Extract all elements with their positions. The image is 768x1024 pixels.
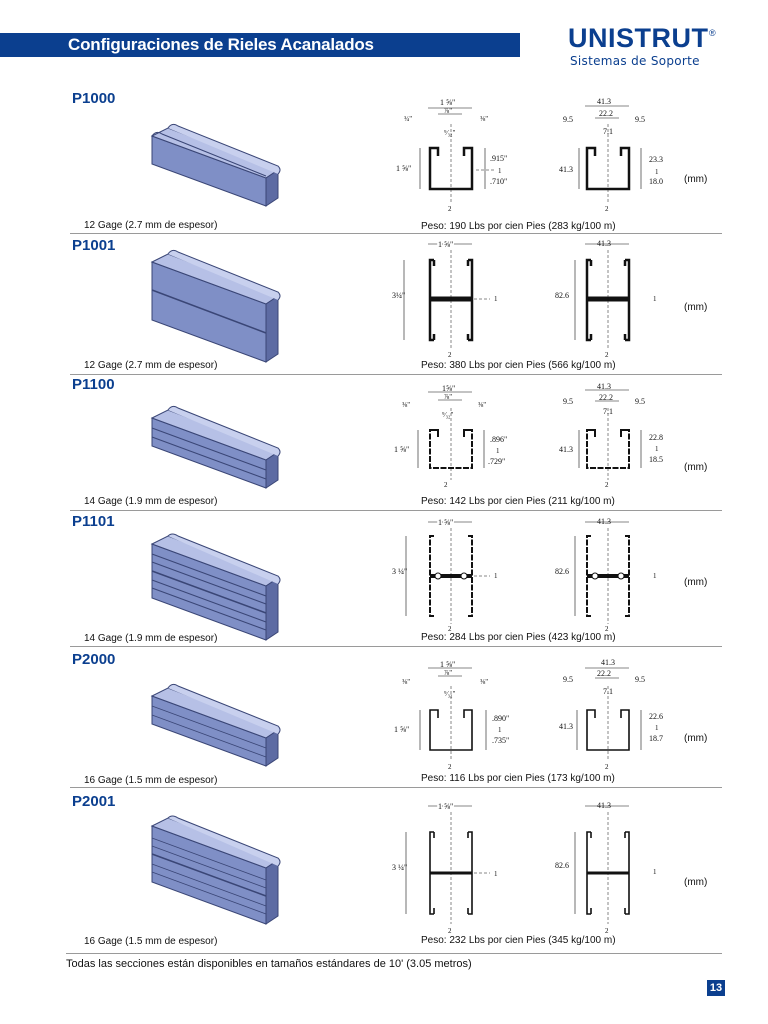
dim-width: 41.3 [597,517,611,526]
dim-width: 1 ⅝" [440,660,456,669]
page-number: 13 [707,980,725,996]
gage-label: 12 Gage (2.7 mm de espesor) [84,360,218,371]
dim-height: 82.6 [555,861,569,870]
dim-one: 1 [655,724,659,732]
dim-opening: 22.2 [599,393,613,402]
dim-width: 41.3 [601,658,615,667]
weight-label: Peso: 190 Lbs por cien Pies (283 kg/100 m) [421,221,616,232]
dim-opening: ⅞" [444,107,453,115]
model-name: P1000 [72,90,116,107]
dim-bottom: 18.5 [649,455,663,464]
dim-height: 3 ¼" [392,863,408,872]
dim-left: ⅜" [402,401,411,409]
unit-label: (mm) [684,462,708,473]
dim-height: 3¼" [392,291,406,300]
dim-width: 41.3 [597,801,611,810]
gage-label: 14 Gage (1.9 mm de espesor) [84,496,218,507]
dim-one: 1 [498,726,502,734]
model-name: P1001 [72,237,116,254]
imperial-dimension-drawing [390,654,520,774]
unit-label: (mm) [684,302,708,313]
section-divider [70,646,722,647]
dim-height: 41.3 [559,165,573,174]
metric-dimension-drawing [555,380,675,492]
registered-mark: ® [709,28,716,38]
channel-illustration [146,816,286,928]
dim-one: 1 [494,295,498,303]
dim-lip: ⁹⁄₃₂" [444,690,456,698]
dim-top: .896" [490,435,508,444]
channel-illustration [146,404,286,490]
dim-width: 41.3 [597,239,611,248]
model-name: P1100 [72,376,115,393]
footer-note: Todas las secciones están disponibles en tamaños estándares de 10' (3.05 metros) [66,958,472,970]
dim-right: ⅜" [480,678,489,686]
section-divider [70,374,722,375]
dim-one: 1 [655,445,659,453]
channel-illustration [146,682,286,768]
dim-top: .915" [490,154,508,163]
dim-axis: 2 [448,763,452,771]
dim-right: ⅜" [480,115,489,123]
metric-dimension-drawing [555,236,675,362]
dim-right: 9.5 [635,115,645,124]
dim-one: 1 [653,572,657,580]
dim-axis: 2 [605,481,609,489]
footer-divider [66,953,722,954]
unit-label: (mm) [684,577,708,588]
dim-left: ⅜" [402,678,411,686]
dim-left: 9.5 [563,397,573,406]
dim-right: ⅜" [478,401,487,409]
gage-label: 12 Gage (2.7 mm de espesor) [84,220,218,231]
dim-top: 22.8 [649,433,663,442]
dim-one: 1 [653,295,657,303]
dim-width: 1 ⅝" [438,518,454,527]
dim-one: 1 [498,167,502,175]
dim-axis: 2 [605,763,609,771]
dim-height: 1 ⅝" [396,164,412,173]
dim-width: 1 ⅝" [440,98,456,107]
dim-opening: ⅞" [444,669,453,677]
unit-label: (mm) [684,733,708,744]
dim-opening: 22.2 [599,109,613,118]
metric-dimension-drawing [555,514,675,634]
dim-height: 3 ¼" [392,567,408,576]
dim-right: 9.5 [635,675,645,684]
dim-left: 9.5 [563,115,573,124]
dim-lip: ⁹⁄₃₂" [444,129,456,137]
channel-illustration [146,534,286,644]
dim-left: 9.5 [563,675,573,684]
dim-top: 22.6 [649,712,663,721]
dim-axis: 2 [448,205,452,213]
dim-bottom: .729" [488,457,506,466]
dim-one: 1 [655,168,659,176]
dim-height: 82.6 [555,567,569,576]
model-name: P2000 [72,651,116,668]
weight-label: Peso: 116 Lbs por cien Pies (173 kg/100 m) [421,773,615,784]
dim-width: 1 ⅝" [438,802,454,811]
dim-axis: 2 [605,205,609,213]
dim-axis: 2 [605,625,609,633]
dim-width: 41.3 [597,382,611,391]
dim-bottom: 18.0 [649,177,663,186]
dim-axis: 2 [448,927,452,935]
imperial-dimension-drawing [390,380,520,492]
model-name: P2001 [72,793,116,810]
dim-bottom: .710" [490,177,508,186]
brand-subtitle: Sistemas de Soporte [570,54,700,68]
metric-dimension-drawing [555,654,675,774]
dim-one: 1 [494,870,498,878]
dim-height: 82.6 [555,291,569,300]
metric-dimension-drawing [555,94,675,216]
dim-bottom: .735" [492,736,510,745]
dim-one: 1 [496,447,500,455]
imperial-dimension-drawing [390,798,520,935]
imperial-dimension-drawing [390,236,520,362]
dim-width: 41.3 [597,97,611,106]
section-divider [70,787,722,788]
channel-illustration [146,122,286,208]
weight-label: Peso: 232 Lbs por cien Pies (345 kg/100 m) [421,935,616,946]
unit-label: (mm) [684,174,708,185]
section-divider [70,233,722,234]
dim-top: 23.3 [649,155,663,164]
dim-height: 1 ⅝" [394,725,410,734]
dim-axis: 2 [605,351,609,359]
dim-height: 41.3 [559,445,573,454]
dim-axis: 2 [448,351,452,359]
dim-height: 41.3 [559,722,573,731]
dim-lip: 7.1 [603,407,613,416]
dim-lip: 7.1 [603,687,613,696]
imperial-dimension-drawing [390,94,520,216]
dim-top: .890" [492,714,510,723]
section-divider [70,510,722,511]
dim-opening: ⅞" [444,393,453,401]
gage-label: 14 Gage (1.9 mm de espesor) [84,633,218,644]
dim-width: 1 ⅝" [438,240,454,249]
model-name: P1101 [72,513,115,530]
gage-label: 16 Gage (1.5 mm de espesor) [84,775,218,786]
weight-label: Peso: 284 Lbs por cien Pies (423 kg/100 m) [421,632,616,643]
dim-one: 1 [494,572,498,580]
dim-lip: ⁹⁄₃₂" [442,411,454,419]
dim-left: ¾" [404,115,413,123]
dim-height: 1 ⅝" [394,445,410,454]
metric-dimension-drawing [555,798,675,935]
dim-axis: 2 [448,625,452,633]
dim-width: 1⅝" [442,384,456,393]
dim-opening: 22.2 [597,669,611,678]
channel-illustration [146,250,286,366]
page-title: Configuraciones de Rieles Acanalados [68,35,374,54]
dim-one: 1 [653,868,657,876]
weight-label: Peso: 380 Lbs por cien Pies (566 kg/100 m) [421,360,616,371]
unit-label: (mm) [684,877,708,888]
gage-label: 16 Gage (1.5 mm de espesor) [84,936,218,947]
dim-bottom: 18.7 [649,734,663,743]
dim-axis: 2 [605,927,609,935]
weight-label: Peso: 142 Lbs por cien Pies (211 kg/100 m) [421,496,615,507]
dim-right: 9.5 [635,397,645,406]
brand-logo: UNISTRUT [568,23,709,53]
dim-axis: 2 [444,481,448,489]
dim-lip: 7.1 [603,127,613,136]
imperial-dimension-drawing [390,514,520,634]
